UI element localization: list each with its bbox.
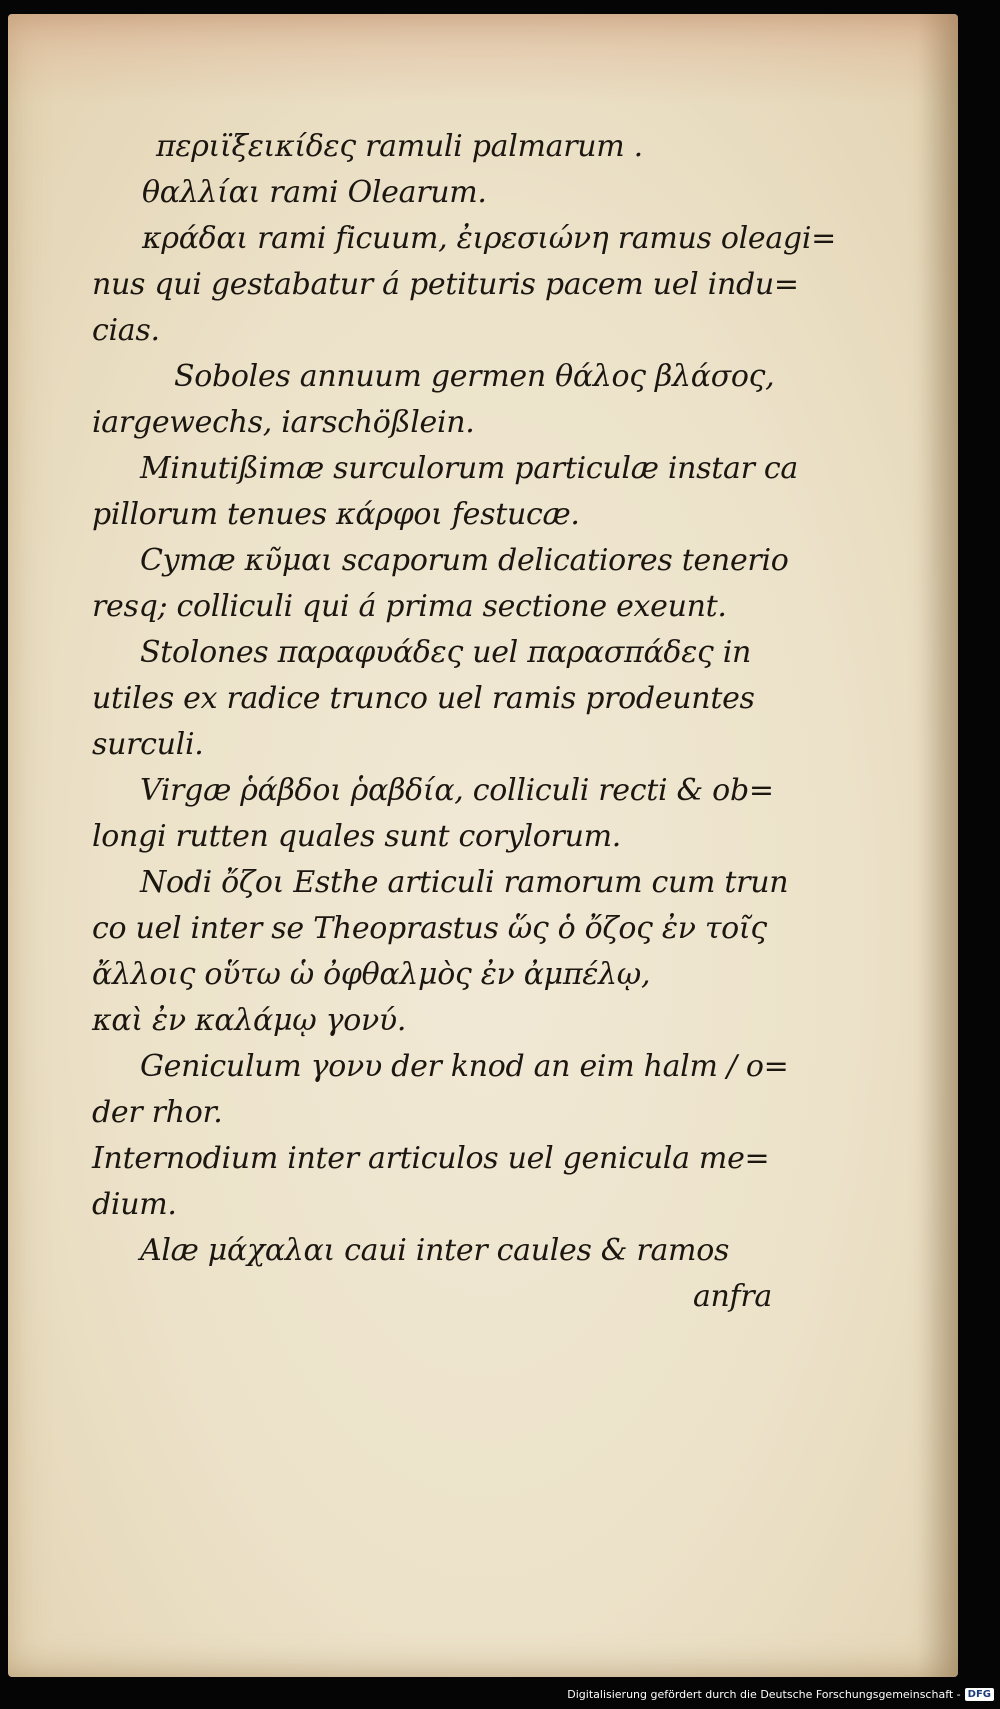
text-line: cias. <box>92 313 160 348</box>
text-line: Geniculum γονυ der knod an eim halm / o= <box>140 1049 789 1084</box>
text-line: Alæ μάχαλαι caui inter caules & ramos <box>140 1233 730 1268</box>
catchword: anfra <box>692 1279 772 1314</box>
dfg-logo: DFG <box>965 1688 994 1701</box>
text-line: Cymæ κῦμαι scaporum delicatiores tenerio <box>140 543 789 578</box>
text-line: Minutißimæ surculorum particulæ instar ca <box>140 451 798 486</box>
text-line: co uel inter se Theoprastus ὥς ὁ ὄζος ἐν τοῖς <box>92 911 767 946</box>
text-line: longi rutten quales sunt corylorum. <box>92 819 621 854</box>
digitization-footer <box>567 1683 994 1705</box>
text-line: surculi. <box>92 727 204 762</box>
text-line: περιϊξεικίδες ramuli palmarum . <box>156 129 643 164</box>
text-line: καὶ ἐν καλάμῳ γονύ. <box>92 1003 407 1038</box>
text-line: ἄλλοις οὕτω ὡ ὀφθαλμὸς ἐν ἀμπέλῳ, <box>92 957 651 992</box>
text-line: dium. <box>92 1187 177 1222</box>
text-line: κράδαι rami ficuum, ἐιρεσιώνη ramus oleagi= <box>142 221 836 256</box>
page-text <box>92 124 836 1320</box>
book-page <box>8 14 958 1677</box>
footer-text: Digitalisierung gefördert durch die Deutsche Forschungsgemeinschaft - <box>567 1687 961 1701</box>
text-line: Virgæ ῥάβδοι ῥαβδία, colliculi recti & ob= <box>140 773 774 808</box>
text-line: der rhor. <box>92 1095 223 1130</box>
text-line: Stolones παραφυάδες uel παρασπάδες in <box>140 635 752 670</box>
text-line: θαλλίαι rami Olearum. <box>142 175 487 210</box>
text-line: utiles ex radice trunco uel ramis prodeuntes <box>92 681 755 716</box>
text-line: Internodium inter articulos uel genicula me= <box>92 1141 770 1176</box>
text-line: resq; colliculi qui á prima sectione exeunt. <box>92 589 727 624</box>
text-line: nus qui gestabatur á petituris pacem uel indu= <box>92 267 799 302</box>
text-line: Nodi ὄζοι Esthe articuli ramorum cum trun <box>140 865 789 900</box>
text-line: pillorum tenues κάρφοι festucæ. <box>92 497 580 532</box>
text-line: iargewechs, iarschößlein. <box>92 405 475 440</box>
text-line: Soboles annuum germen θάλος βλάσος, <box>174 359 775 394</box>
